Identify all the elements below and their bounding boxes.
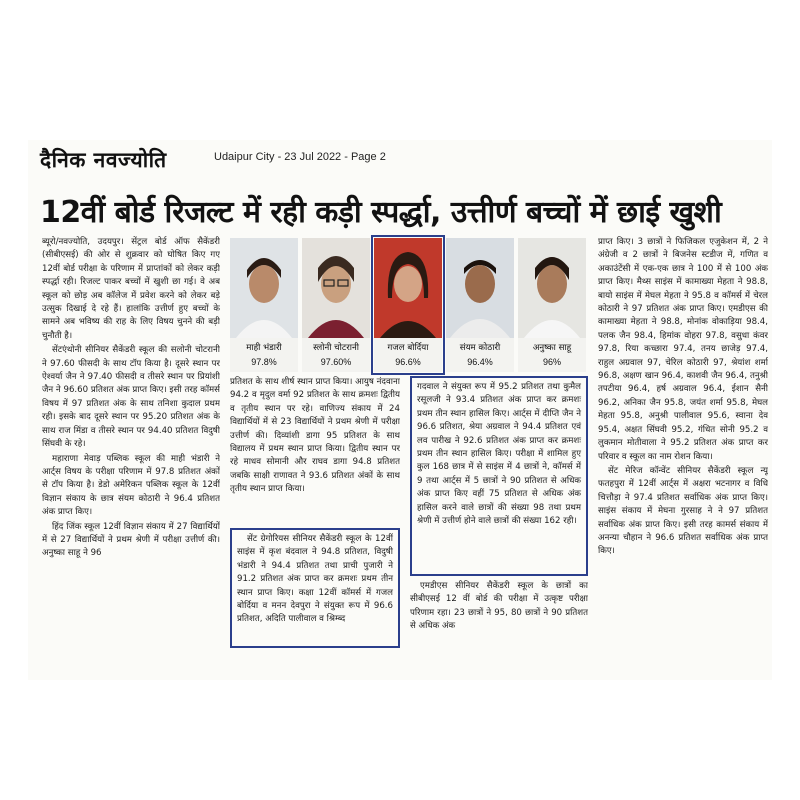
newspaper-masthead: दैनिक नवज्योति <box>40 147 167 172</box>
student-percentage: 97.60% <box>320 357 352 367</box>
student-name: गजल बोर्दिया <box>387 343 429 353</box>
portrait-image <box>302 238 370 338</box>
paragraph: महाराणा मेवाड़ पब्लिक स्कूल की माही भंडारी ने आर्ट्स विषय के परीक्षा परिणाम में 97.8 प्रतिशत अंकों से टॉप किया है। डेडो अमेरिकन पब्लिक स्कूल के 12वीं विज्ञान संकाय के छात्र संयम कोठारी ने 96.4 प्रतिशत अंक प्राप्त किए। <box>42 453 220 518</box>
article-column-2 <box>230 376 400 520</box>
student-name: माही भंडारी <box>246 343 282 353</box>
article-column-3 <box>410 580 588 640</box>
paragraph: सेंटएंथोनी सीनियर सैकेंडरी स्कूल की सलोनी चोटरानी ने 97.60 फीसदी के साथ टॉप किया है। दूसरे स्थान पर ऐश्वर्या जैन ने 97.40 फीसदी व तीसरे स्थान पर प्रियांशी जैन ने 96.60 प्रतिशत अंक प्राप्त किए। इसी तरह कॉमर्स विषय में 97 प्रतिशत अंक के साथ तनिशा कुदाल प्रथम रही। इसके बाद दूसरे स्थान पर 95.20 प्रतिशत अंक के साथ राज मिंडा व तीसरे स्थान पर 94.40 प्रतिशत विदुषी सिंघवी के रहे। <box>42 345 220 450</box>
paragraph: एमडीएस सीनियर सैकेंडरी स्कूल के छात्रों का सीबीएसई 12 वीं बोर्ड की परीक्षा में उत्कृष्ट परीक्षा परिणाम रहा। 23 छात्रों ने 95, 80 छात्रों ने 90 प्रतिशत से अधिक अंक <box>410 581 588 632</box>
paragraph: प्राप्त किए। 3 छात्रों ने फिजिकल एजुकेशन में, 2 ने अंग्रेजी व 2 छात्रों ने बिजनेस स्टडीज में, गणित व अकाउंटेंसी में एक-एक छात्र ने 100 में से 100 अंक प्राप्त किए। मैथ्स साइंस में कामाख्या मेहता ने 98.8, बायो साइंस में मेघल मेहता ने 95.8 व कॉमर्स में चेरल कोठारी ने 97 प्रतिशत अंक प्राप्त किए। एमडीएस की कामाख्या मेहता ने 98.8, मोनांक वोकाड़िया 98.4, पलक जैन 98.4, हिमांक वोहरा 97.8, वसुधा कंवर 97.8, रिया कच्छारा 97.4, तनय छाजेड़ 97.4, राहुल अग्रवाल 97, चेरिल कोठारी 97, श्रेयांश शर्मा 96.8, अक्षण खान 96.4, काशवी जैन 96.4, तनुश्री तपटीया 96.4, हर्ष अग्रवाल 96.4, ईशान सैनी 96.2, अनिका जैन 95.8, जयंत शर्मा 95.8, मेघल मेहता 95.8, अनुश्री पालीवाल 95.6, स्वाना देव 95.4, अक्षत सिंघवी 95.2, गंधित सोनी 95.2 व लुकमान मोतीवाला ने 95.2 प्रतिशत अंक प्राप्त कर परिवार व स्कूल का नाम रोशन किया। <box>598 237 768 462</box>
photo-caption <box>518 338 586 372</box>
paragraph: प्रतिशत के साथ शीर्ष स्थान प्राप्त किया। आयुष नंदवाना 94.2 व मृदुल वर्मा 92 प्रतिशत के साथ क्रमशः द्वितीय व तृतीय स्थान पर रहे। वाणिज्य संकाय में 24 विद्यार्थियों में से 23 विद्यार्थियों ने प्रथम श्रेणी में परीक्षा उत्तीर्ण की। दिव्यांशी डागा 95 प्रतिशत के साथ विद्यालय में प्रथम स्थान प्राप्त किया। द्वितीय स्थान पर रहे माधव सोमानी और राघव डागा 94.8 प्रतिशत जबकि साक्षी राणावत ने 93.6 प्रतिशत अंकों के साथ तृतीय स्थान प्राप्त किया। <box>230 377 400 495</box>
student-photo <box>446 238 514 372</box>
portrait-image <box>446 238 514 338</box>
photo-caption <box>446 338 514 372</box>
student-percentage: 96.4% <box>467 357 493 367</box>
paragraph: गदवाल ने संयुक्त रूप में 95.2 प्रतिशत तथा कुमैल रसूलजी ने 93.4 प्रतिशत अंक प्राप्त कर क्रमशः प्रथम तीन स्थान हासिल किए। आर्ट्स में दीप्ति जैन ने 96.6 प्रतिशत, श्रेया अग्रवाल ने 94.4 प्रतिशत एवं लव पारीख ने 92.6 प्रतिशत अंक प्राप्त कर क्रमशः प्रथम तीन स्थान हासिल किए। परीक्षा में शामिल हुए कुल 168 छात्र में से साइंस में 4 छात्रों ने, कॉमर्स में 9 तथा आर्ट्स में 5 छात्रों ने 90 प्रतिशत से अधिक अंक प्राप्त किए वहीं 75 प्रतिशत से अधिक अंक हासिल करने वाले छात्रों की संख्या 98 तथा प्रथम श्रेणी में उत्तीर्ण होने वाले छात्रों की संख्या 162 रही। <box>417 382 581 527</box>
student-percentage: 97.8% <box>251 357 277 367</box>
paragraph: सेंट ग्रेगोरियस सीनियर सैकेंडरी स्कूल के 12वीं साइंस में कृश बंदवाल ने 94.8 प्रतिशत, विदुषी भंडारी ने 94.4 प्रतिशत तथा प्राची पुजारी ने 91.2 प्रतिशत अंक प्राप्त कर क्रमशः प्रथम तीन स्थान प्राप्त किए। कक्षा 12वीं कॉमर्स में गजल बोर्दिया व मनन देवपुरा ने संयुक्त रूप में 96.6 प्रतिशत, अदिति पालीवाल व श्रिम्ब्द <box>237 534 393 625</box>
paragraph: हिंद जिंक स्कूल 12वीं विज्ञान संकाय में 27 विद्यार्थियों में से 27 विद्यार्थियों ने प्रथम श्रेणी में परीक्षा उत्तीर्ण की। अनुष्का साहू ने 96 <box>42 521 220 559</box>
student-name: अनुष्का साहू <box>532 343 572 353</box>
paragraph: ब्यूरो/नवज्योति, उदयपुर। सेंट्रल बोर्ड ऑफ सैकेंडरी (सीबीएसई) की ओर से शुक्रवार को घोषित किए गए 12वीं बोर्ड परीक्षा के परिणाम में प्राप्तांकों को लेकर कड़ी स्पर्द्धा रही। रिजल्ट पाकर बच्चों में खुशी छा गई। वे अब स्कूल को छोड़ अब कॉलेज में प्रवेश करने को लेकर बड़े उत्सुक दिखाई दे रहे हैं। हालांकि उत्तीर्ण हुए बच्चों के सामने अब भविष्य की राह के लिए विषय चुनने की बड़ी चुनौती है। <box>42 237 220 341</box>
dateline: Udaipur City - 23 Jul 2022 - Page 2 <box>214 151 386 163</box>
student-photo <box>230 238 298 372</box>
photo-caption <box>230 338 298 372</box>
article-column-1 <box>42 236 220 664</box>
portrait-image <box>230 238 298 338</box>
portrait-image <box>374 238 442 338</box>
student-photo <box>302 238 370 372</box>
article-column-4 <box>598 236 768 664</box>
photo-caption <box>302 338 370 372</box>
student-photo <box>518 238 586 372</box>
headline: 12वीं बोर्ड रिजल्ट में रही कड़ी स्पर्द्धा, उत्तीर्ण बच्चों में छाई खुशी <box>40 195 722 230</box>
paragraph: सेंट मेरिज कॉन्वेंट सीनियर सैकेंडरी स्कूल न्यू फतहपुरा में 12वीं आर्ट्स में अक्षरा भटनागर व विधि चित्तौड़ा ने 97.4 प्रतिशत सर्वाधिक अंक प्राप्त किए। साइंस संकाय में मेघना गुरसाह ने ने 97 प्रतिशत सर्वाधिक अंक प्राप्त किए। इसी तरह कामर्स संकाय में अनन्या चौहान ने 96.6 प्रतिशत सर्वाधिक अंक प्राप्त किए। <box>598 465 768 557</box>
photo-caption <box>374 338 442 372</box>
student-name: स्लोनी चोटरानी <box>313 343 359 353</box>
highlighted-paragraph-box <box>410 376 588 576</box>
highlighted-paragraph-box <box>230 528 400 648</box>
student-photo-highlighted <box>374 238 442 372</box>
student-percentage: 96.6% <box>395 357 421 367</box>
student-photos <box>230 238 588 372</box>
portrait-image <box>518 238 586 338</box>
student-percentage: 96% <box>542 357 561 367</box>
student-name: संयम कोठारी <box>459 343 501 353</box>
